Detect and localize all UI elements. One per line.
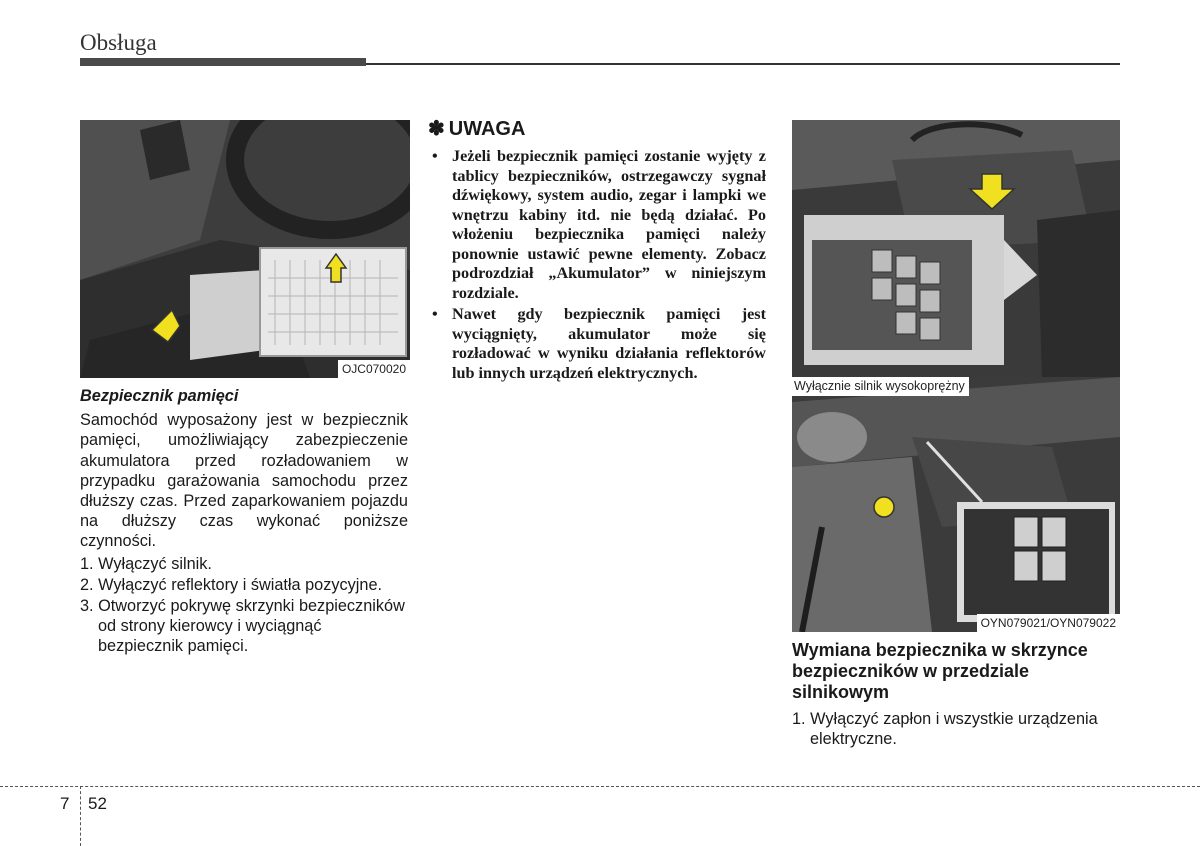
note-item-text: Nawet gdy bezpiecznik pamięci jest wyciągnięty, akumulator może się rozładować w wyniku działania reflektorów lub innych urządzeń elektrycznych. [452, 305, 766, 382]
bullet-icon: • [432, 147, 438, 165]
diesel-only-label: Wyłącznie silnik wysokoprężny [792, 377, 969, 396]
dashboard-illustration [80, 120, 410, 378]
step-1: 1. Wyłączyć zapłon i wszystkie urządzenia elektryczne. [792, 710, 1098, 748]
engine-bay-illustration [792, 120, 1120, 377]
engine-fuse-heading: Wymiana bezpiecznika w skrzynce bezpieczników w przedziale silnikowym [792, 640, 1088, 702]
footer-divider [0, 786, 1200, 787]
note-star-icon: ✽ [428, 118, 445, 140]
note-title-text: UWAGA [448, 118, 526, 140]
note-item [428, 305, 766, 383]
page-header-title: Obsługa [80, 30, 157, 55]
memory-fuse-section [80, 386, 408, 657]
note-title [428, 116, 766, 141]
note-section [428, 116, 766, 385]
footer-divider-vertical [80, 786, 81, 846]
step-2: 2. Wyłączyć reflektory i światła pozycyjne. [80, 575, 383, 594]
step-3: 3. Otworzyć pokrywę skrzynki bezpieczników od strony kierowcy i wyciągnąć bezpiecznik pamięci. [80, 597, 405, 656]
photo-code-right: OYN079021/OYN079022 [977, 614, 1120, 632]
diesel-fuse-photo [792, 377, 1120, 632]
diesel-engine-illustration [792, 377, 1120, 632]
photo-code-left: OJC070020 [338, 360, 410, 378]
engine-fuse-box-photo [792, 120, 1120, 377]
chapter-number: 7 [60, 794, 70, 813]
dashboard-fuse-photo [80, 120, 410, 378]
bullet-icon: • [432, 305, 438, 323]
note-item [428, 147, 766, 303]
memory-fuse-caption: Bezpiecznik pamięci [80, 387, 239, 405]
header-bar [80, 58, 366, 66]
engine-fuse-section [792, 640, 1122, 749]
memory-fuse-paragraph: Samochód wyposażony jest w bezpiecznik pamięci, umożliwiający zabezpieczenie akumulatora przed rozładowaniem w przypadku garażowania samochodu przez dłuższy czas. Przed zaparkowaniem pojazdu na dłuższy czas wykonać poniższe czynności. [80, 411, 408, 551]
header-rule [366, 63, 1120, 65]
note-item-text: Jeżeli bezpiecznik pamięci zostanie wyjęty z tablicy bezpieczników, ostrzegawczy sygnał dźwiękowy, system audio, zegar i lampki we wnętrzu kabiny itd. nie będą działać. Po włożeniu bezpiecznika pamięci należy ponownie ustawić pewne elementy. Zobacz podrozdział „Akumulator” w niniejszym rozdziale. [452, 147, 766, 302]
step-1: 1. Wyłączyć silnik. [80, 554, 212, 573]
page-number: 52 [88, 794, 107, 813]
